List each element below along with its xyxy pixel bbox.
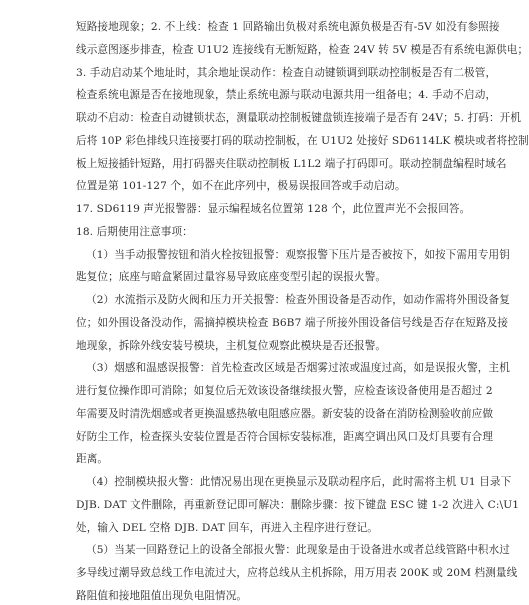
text-line: 17. SD6119 声光报警器：显示编程域名位置第 128 个，此位置声光不会报回答。	[76, 203, 471, 215]
text-line: （4）控制模块报火警：此情况易出现在更换显示及联动程序后，此时需将主机 U1 目录下	[86, 476, 512, 488]
text-line: （1）当手动报警按钮和消火栓按钮报警：观察报警下压片是否被按下，如按下需用专用钥	[86, 249, 510, 261]
text-line: 多导线过潮导致总线工作电流过大，应将总线从主机拆除，用万用表 200K 或 20M 档测量线	[76, 567, 518, 579]
text-line: 距离。	[76, 453, 109, 465]
text-line: （2）水流指示及防火阀和压力开关报警：检查外围设备是否动作，如动作需将外围设备复	[86, 294, 510, 306]
text-line: 检查系统电源是否在接地现象，禁止系统电源与联动电源共用一组备电；4. 手动不启动，	[76, 89, 497, 101]
text-line: 位置是第 101-127 个，如不在此序列中，极易误报回答或手动启动。	[76, 180, 406, 192]
text-line: 联动不启动：检查自动键锁状态，测量联动控制板键盘锁连接端子是否有 24V；5. 打码：开机	[76, 112, 522, 124]
text-line: 地现象，拆除外线安装号模块，主机复位观察此模块是否还报警。	[76, 340, 387, 352]
text-line: 处，输入 DEL 空格 DJB. DAT 回车，再进入主程序进行登记。	[76, 522, 378, 534]
text-line: 匙复位；底座与暗盒紧固过量容易导致底座变型引起的误报火警。	[76, 271, 387, 283]
text-line: （3）烟感和温感误报警：首先检查改区域是否烟雾过浓或温度过高，如是误报火警，主机	[86, 362, 510, 374]
text-line: （5）当某一回路登记上的设备全部报火警：此现象是由于设备进水或者总线管路中积水过	[86, 544, 510, 556]
section-heading: 18. 后期使用注意事项：	[76, 226, 193, 238]
text-line: 3. 手动启动某个地址时，其余地址误动作：检查自动键锁调到联动控制板是否有二极管，	[76, 67, 497, 79]
text-line: 线示意图逐步排查，检查 U1U2 连接线有无断短路，检查 24V 转 5V 模是否有系统电源供电；	[76, 44, 529, 56]
text-line: 进行复位操作即可消除；如复位后无效该设备继续报火警，应检查该设备使用是否超过 2	[76, 385, 493, 397]
text-line: 好防尘工作，检查探头安装位置是否符合国标安装标准，距离空调出风口及灯具要有合理	[76, 431, 494, 443]
text-line: 路阻值和接地阻值出现负电阻情况。	[76, 590, 248, 602]
text-line: 位；如外围设备没动作，需摘掉模块检查 B6B7 端子所接外围设备信号线是否存在短路及接	[76, 317, 509, 329]
text-line: 后将 10P 彩色排线只连接要打码的联动控制板，在 U1U2 处接好 SD6114LK 模块或者将控制	[76, 135, 529, 147]
text-line: 年需要及时清洗烟感或者更换温感热敏电阻感应器。新安装的设备在消防检测验收前应做	[76, 408, 494, 420]
text-line: 短路接地现象；2. 不上线：检查 1 回路输出负极对系统电源负极是否有-5V 如没有参照接	[76, 21, 500, 33]
text-line: 板上短接插针短路，用打码器夹住联动控制板 L1L2 端子打码即可。联动控制盘编程时域名	[76, 158, 507, 170]
text-line: DJB. DAT 文件删除，再重新登记即可解决：删除步骤：按下键盘 ESC 键 1-2 次进入 C:\U1	[76, 499, 520, 511]
